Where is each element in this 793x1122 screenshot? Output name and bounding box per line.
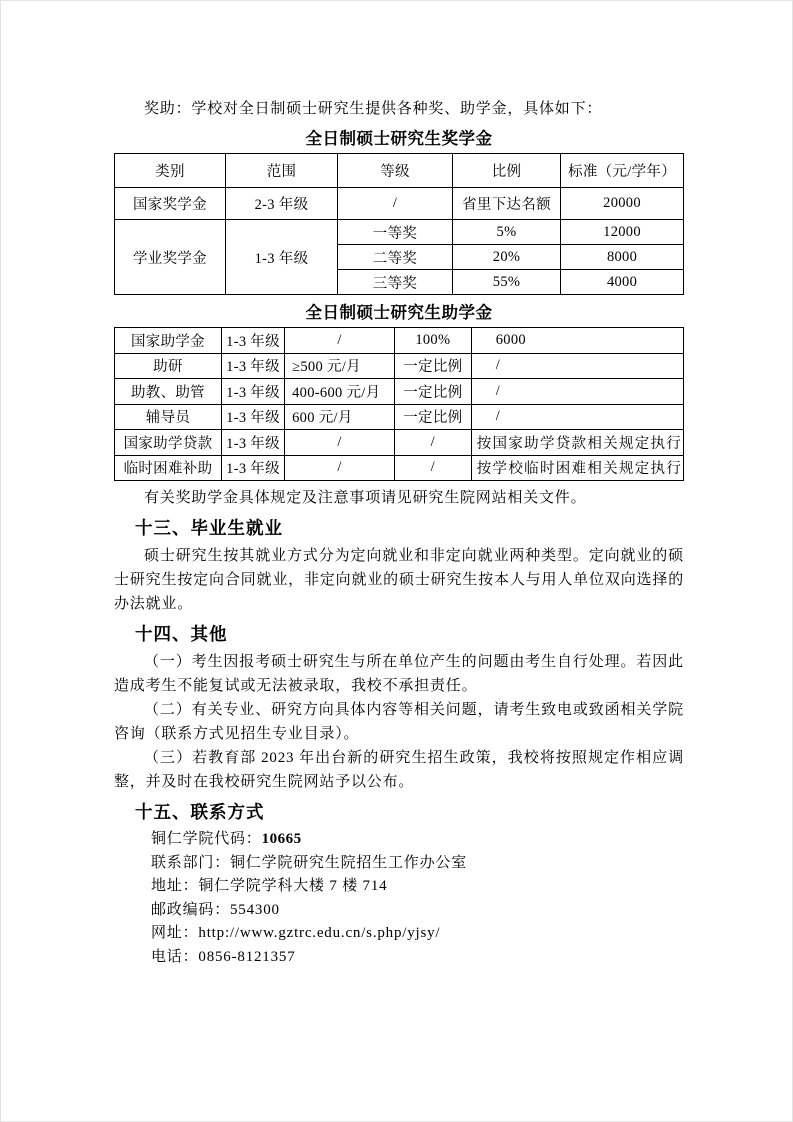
table-cell: 助教、助管 xyxy=(115,379,222,405)
table-cell: 按学校临时困难相关规定执行 xyxy=(471,455,683,481)
table-cell: 1-3 年级 xyxy=(221,430,284,456)
contact-department: 联系部门：铜仁学院研究生院招生工作办公室 xyxy=(151,854,468,871)
table-row xyxy=(115,188,684,220)
table-row xyxy=(115,379,684,405)
table-cell: 一定比例 xyxy=(394,379,471,405)
website-label: 网址： xyxy=(151,925,199,941)
table-cell: 二等奖 xyxy=(338,245,453,270)
table-cell: 1-3 年级 xyxy=(221,328,284,354)
stipend-table xyxy=(114,327,684,481)
table-cell: / xyxy=(285,328,395,354)
contact-school-code xyxy=(114,828,684,852)
contact-address: 地址：铜仁学院学科大楼 7 楼 714 xyxy=(151,878,388,894)
table-cell: 一定比例 xyxy=(394,353,471,379)
table-cell: 6000 xyxy=(471,328,683,354)
scholarship-table-title: 全日制硕士研究生奖学金 xyxy=(305,130,493,148)
table-cell: / xyxy=(285,455,395,481)
section-heading-contact: 十五、联系方式 xyxy=(135,802,265,822)
table-cell: / xyxy=(471,404,683,430)
table-cell: / xyxy=(394,430,471,456)
table-cell: 1-3 年级 xyxy=(221,404,284,430)
header-grade: 等级 xyxy=(338,154,453,188)
table-cell: ≥500 元/月 xyxy=(285,353,395,379)
table-cell: 12000 xyxy=(561,220,684,245)
table-cell: 4000 xyxy=(561,270,684,295)
table-cell: 临时困难补助 xyxy=(115,455,222,481)
table-cell: 国家助学金 xyxy=(115,328,222,354)
table-cell: / xyxy=(394,455,471,481)
section-heading-other: 十四、其他 xyxy=(135,624,228,644)
other-item-3: （三）若教育部 2023 年出台新的研究生招生政策，我校将按照规定作相应调整，并及时在我校研究生院网站予以公布。 xyxy=(114,750,684,790)
table-cell: / xyxy=(285,430,395,456)
table-cell: / xyxy=(471,379,683,405)
header-standard: 标准（元/学年） xyxy=(561,154,684,188)
table-row xyxy=(115,220,684,245)
table-cell: / xyxy=(471,353,683,379)
table-cell: / xyxy=(338,188,453,220)
table-cell: 国家奖学金 xyxy=(115,188,226,220)
scholarship-table xyxy=(114,153,684,295)
table-row xyxy=(115,455,684,481)
table-cell: 1-3 年级 xyxy=(221,379,284,405)
table-cell: 按国家助学贷款相关规定执行 xyxy=(471,430,683,456)
table-cell: 400-600 元/月 xyxy=(285,379,395,405)
table-cell: 1-3 年级 xyxy=(225,220,337,295)
table-cell: 国家助学贷款 xyxy=(115,430,222,456)
table-cell: 600 元/月 xyxy=(285,404,395,430)
stipend-table-title: 全日制硕士研究生助学金 xyxy=(305,304,493,322)
table-cell: 2-3 年级 xyxy=(225,188,337,220)
table-cell: 学业奖学金 xyxy=(115,220,226,295)
contact-website xyxy=(114,922,684,946)
table-cell: 助研 xyxy=(115,353,222,379)
school-code-label: 铜仁学院代码： xyxy=(151,831,262,847)
section-heading-employment: 十三、毕业生就业 xyxy=(135,518,283,538)
contact-postcode: 邮政编码：554300 xyxy=(151,901,280,918)
employment-paragraph: 硕士研究生按其就业方式分为定向就业和非定向就业两种类型。定向就业的硕士研究生按定向合同就业，非定向就业的硕士研究生按本人与用人单位双向选择的办法就业。 xyxy=(114,548,684,612)
table-cell: 5% xyxy=(452,220,560,245)
header-category: 类别 xyxy=(115,154,226,188)
other-item-2: （二）有关专业、研究方向具体内容等相关问题，请考生致电或致函相关学院咨询（联系方式见招生专业目录）。 xyxy=(114,702,684,742)
school-code-value: 10665 xyxy=(261,831,302,847)
table-row xyxy=(115,404,684,430)
header-scope: 范围 xyxy=(225,154,337,188)
contact-phone: 电话：0856-8121357 xyxy=(151,948,296,965)
table-note: 有关奖助学金具体规定及注意事项请见研究生院网站相关文件。 xyxy=(144,490,587,506)
website-url: http://www.gztrc.edu.cn/s.php/yjsy/ xyxy=(198,925,441,941)
table-cell: 20000 xyxy=(561,188,684,220)
table-cell: 一定比例 xyxy=(394,404,471,430)
table-cell: 1-3 年级 xyxy=(221,455,284,481)
table-header-row xyxy=(115,154,684,188)
document-content xyxy=(114,97,684,969)
other-item-1: （一）考生因报考硕士研究生与所在单位产生的问题由考生自行处理。若因此造成考生不能复试或无法被录取，我校不承担责任。 xyxy=(114,654,684,694)
table-cell: 100% xyxy=(394,328,471,354)
table-cell: 辅导员 xyxy=(115,404,222,430)
table-cell: 55% xyxy=(452,270,560,295)
table-cell: 8000 xyxy=(561,245,684,270)
table-cell: 省里下达名额 xyxy=(452,188,560,220)
header-ratio: 比例 xyxy=(452,154,560,188)
table-row xyxy=(115,430,684,456)
table-cell: 一等奖 xyxy=(338,220,453,245)
table-cell: 三等奖 xyxy=(338,270,453,295)
table-row xyxy=(115,353,684,379)
table-cell: 1-3 年级 xyxy=(221,353,284,379)
table-cell: 20% xyxy=(452,245,560,270)
table-row xyxy=(115,328,684,354)
intro-paragraph: 奖助：学校对全日制硕士研究生提供各种奖、助学金，具体如下： xyxy=(144,101,603,117)
